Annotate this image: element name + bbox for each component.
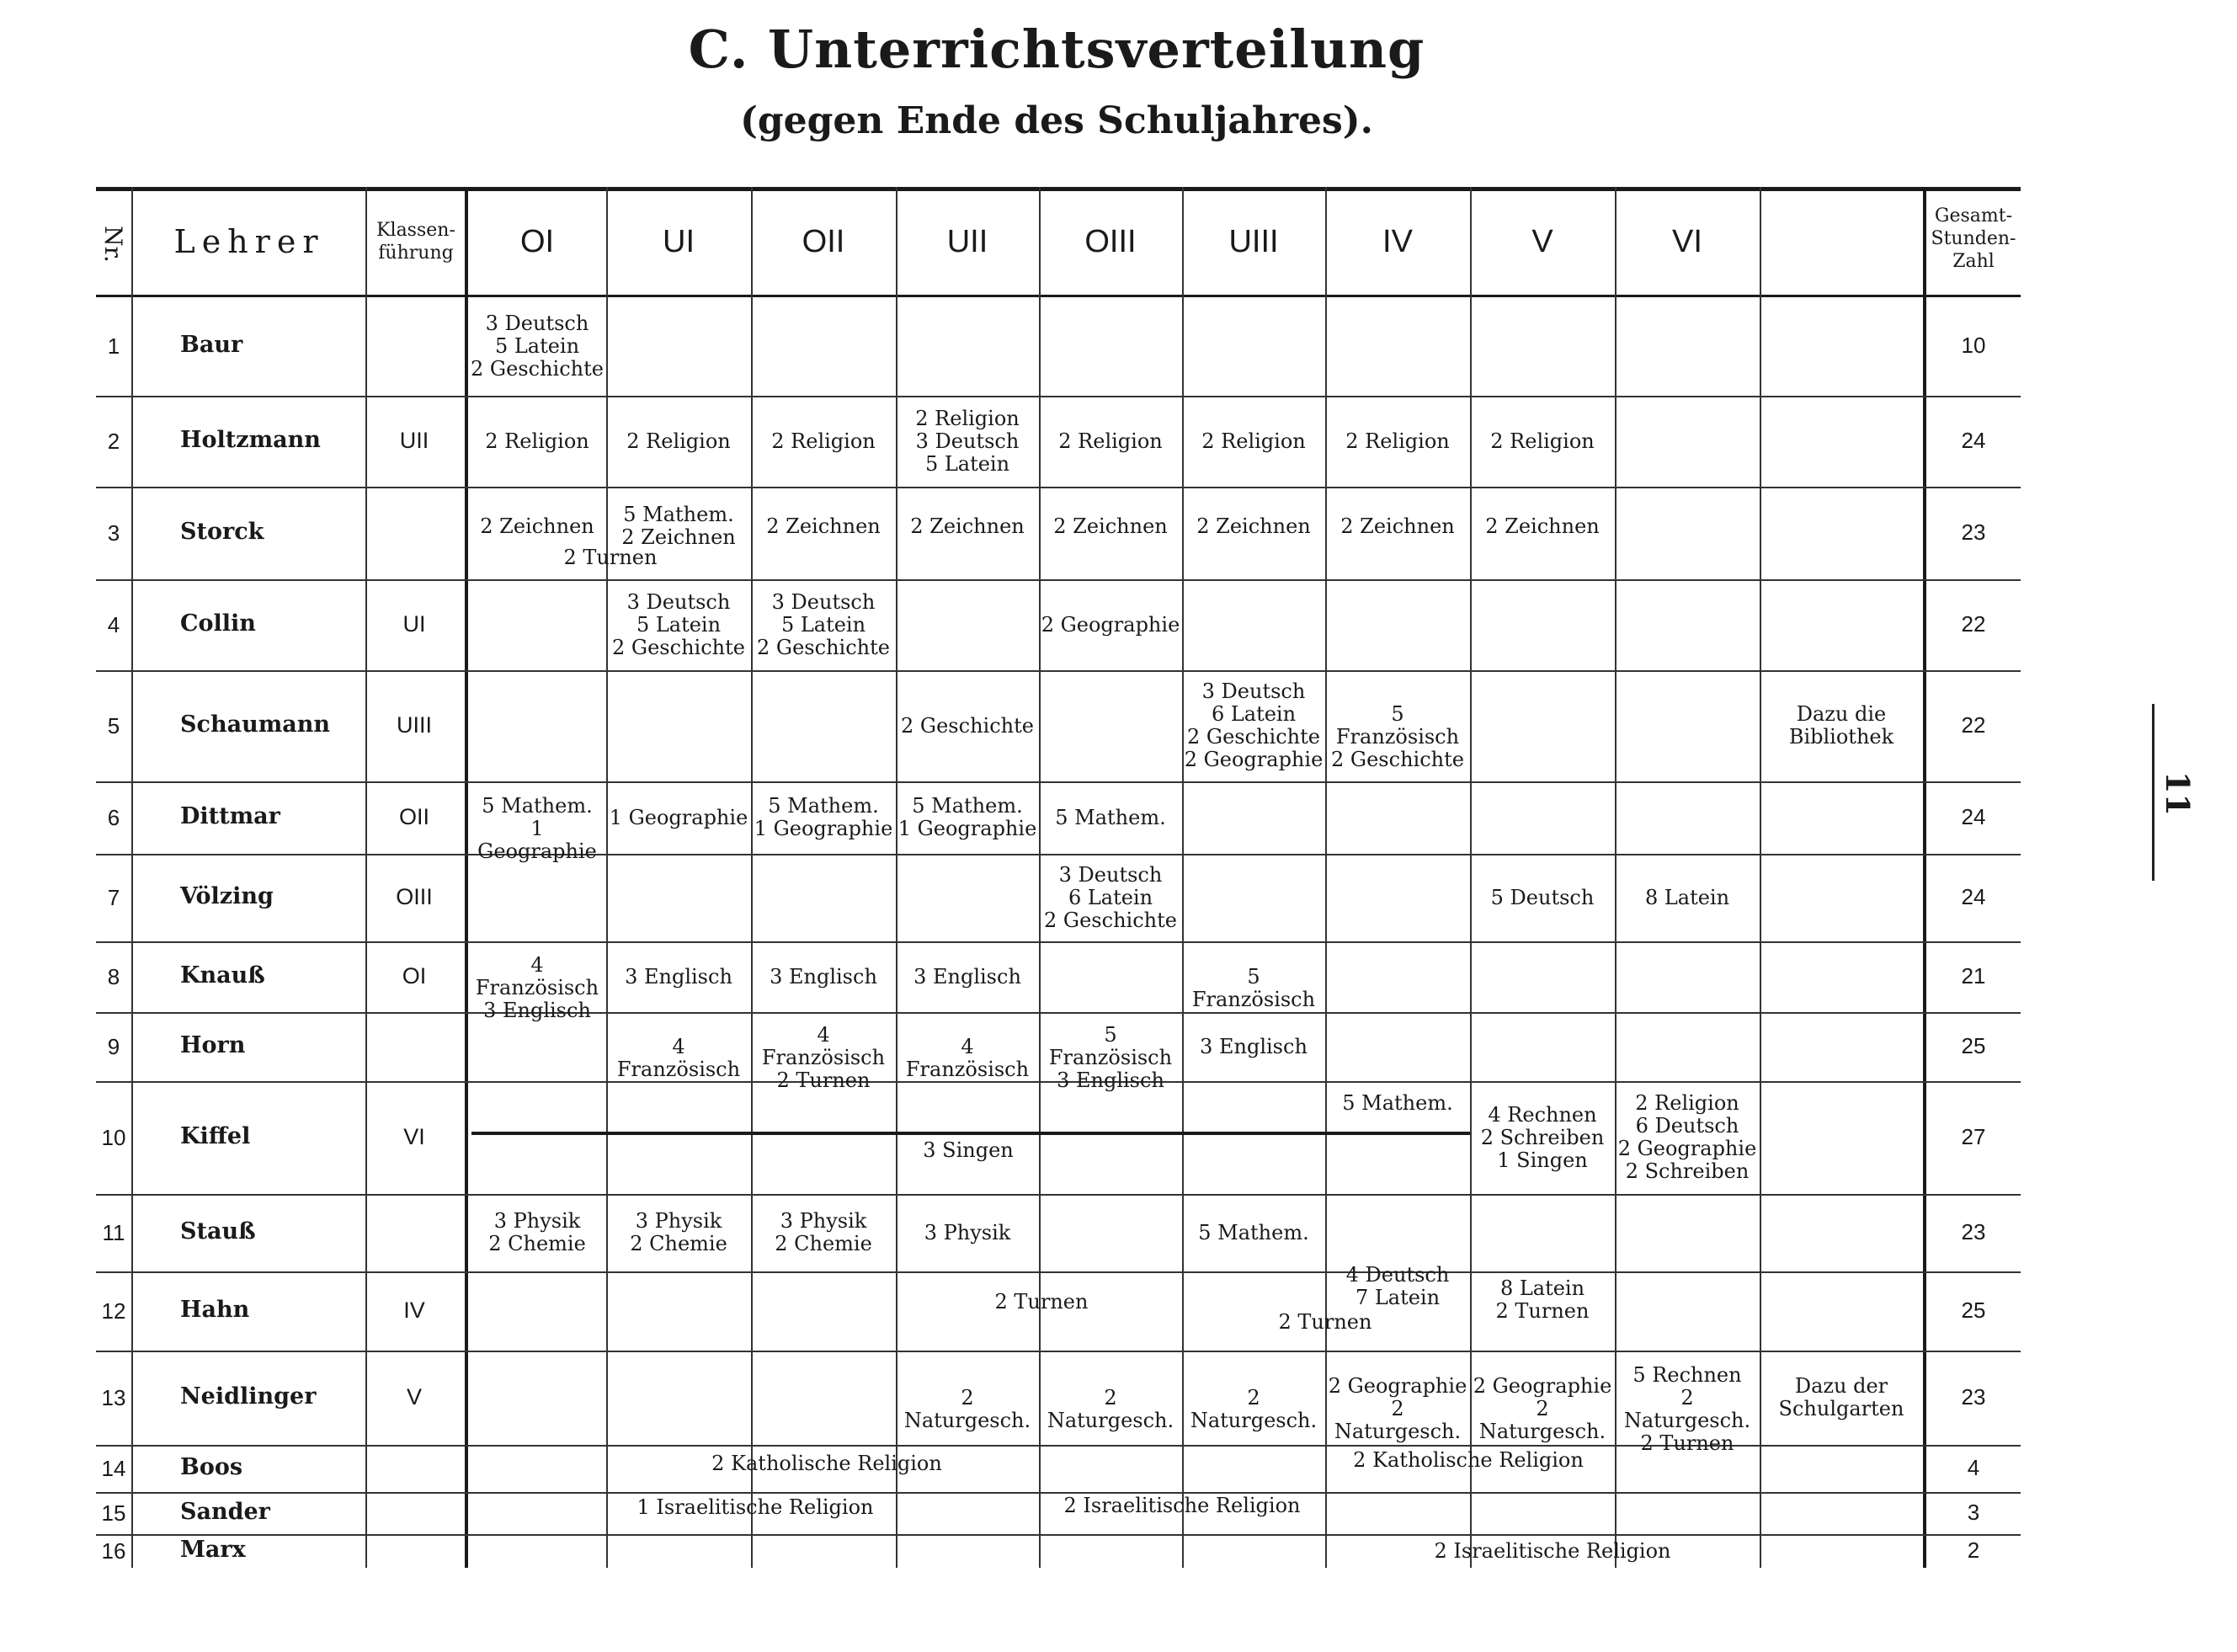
- row-number: 10: [101, 1125, 126, 1150]
- assignment-r5_extra: Dazu die Bibliothek: [1788, 702, 1894, 749]
- row-divider: [96, 1194, 2021, 1196]
- assignment-r3_IV: 2 Zeichnen: [1340, 514, 1455, 538]
- assignment-r3_UIII: 2 Zeichnen: [1196, 514, 1311, 538]
- row-number: 3: [107, 520, 120, 546]
- assignment-r3_span: 2 Turnen: [563, 545, 658, 569]
- assignment-r8_UII: 3 Englisch: [913, 964, 1021, 989]
- assignment-r11_OI: 3 Physik 2 Chemie: [488, 1209, 586, 1255]
- row-divider: [96, 1012, 2021, 1014]
- assignment-r2_UIII: 2 Religion: [1201, 429, 1306, 453]
- page-subtitle: (gegen Ende des Schuljahres).: [740, 99, 1373, 142]
- assignment-r10_V: 4 Rechnen 2 Schreiben 1 Singen: [1480, 1102, 1605, 1172]
- total-hours: 24: [1961, 804, 1986, 829]
- assignment-r16_span: 2 Israelitische Religion: [1434, 1538, 1671, 1563]
- assignment-r2_UII: 2 Religion 3 Deutsch 5 Latein: [915, 406, 1020, 476]
- klassenfuehrung-value: VI: [403, 1124, 425, 1149]
- teacher-name: Dittmar: [180, 803, 280, 829]
- total-hours: 2: [1967, 1537, 1980, 1563]
- total-hours: 22: [1961, 712, 1986, 738]
- assignment-r5_UIII: 3 Deutsch 6 Latein 2 Geschichte 2 Geographie: [1184, 679, 1324, 771]
- row-divider: [96, 1271, 2021, 1273]
- assignment-r9_OII: 4 Französisch 2 Turnen: [761, 1023, 886, 1092]
- row-divider: [96, 1351, 2021, 1352]
- header-teacher: Lehrer: [173, 223, 325, 260]
- teacher-name: Baur: [180, 332, 243, 358]
- total-hours: 23: [1961, 1384, 1986, 1410]
- header-klassenfuehrung: Klassen- führung: [376, 220, 455, 264]
- assignment-r7_OIII: 3 Deutsch 6 Latein 2 Geschichte: [1044, 862, 1177, 932]
- teacher-name: Stauß: [180, 1218, 256, 1244]
- column-divider: [1615, 187, 1616, 1568]
- klassenfuehrung-value: UII: [399, 428, 429, 453]
- assignment-r9_UI: 4 Französisch: [616, 1034, 741, 1081]
- header-total: Gesamt- Stunden- Zahl: [1931, 205, 2016, 272]
- teacher-name: Völzing: [180, 883, 274, 909]
- assignment-r14_span1: 2 Katholische Religion: [711, 1451, 942, 1475]
- teacher-name: Kiffel: [180, 1123, 251, 1149]
- assignment-r9_UII: 4 Französisch: [905, 1034, 1030, 1081]
- assignment-r2_OI: 2 Religion: [485, 429, 589, 453]
- row-number: 8: [107, 964, 120, 989]
- assignment-r3_V: 2 Zeichnen: [1485, 514, 1600, 538]
- assignment-r10_span: 3 Singen: [923, 1138, 1014, 1162]
- klassenfuehrung-value: IV: [403, 1298, 425, 1323]
- assignment-r12_IV: 4 Deutsch 7 Latein: [1345, 1263, 1450, 1309]
- assignment-r7_VI: 8 Latein: [1644, 885, 1730, 909]
- row-number: 14: [101, 1456, 126, 1481]
- assignment-r3_OIII: 2 Zeichnen: [1053, 514, 1168, 538]
- total-hours: 22: [1961, 611, 1986, 637]
- assignment-r13_VI: 5 Rechnen 2 Naturgesch. 2 Turnen: [1623, 1362, 1751, 1455]
- klassenfuehrung-value: OI: [402, 963, 427, 989]
- assignment-r9_UIII: 3 Englisch: [1200, 1034, 1308, 1058]
- assignment-r2_UI: 2 Religion: [626, 429, 731, 453]
- total-hours: 23: [1961, 520, 1986, 545]
- column-divider: [896, 187, 897, 1568]
- header-nr: Nr.: [99, 226, 128, 263]
- assignment-r7_V: 5 Deutsch: [1490, 885, 1595, 909]
- teacher-name: Neidlinger: [180, 1383, 317, 1410]
- row-divider: [96, 579, 2021, 581]
- row-number: 1: [107, 333, 120, 359]
- assignment-r8_OI: 4 Französisch 3 Englisch: [475, 953, 599, 1022]
- assignment-r12_span2: 2 Turnen: [1278, 1309, 1372, 1334]
- row-number: 15: [101, 1500, 126, 1526]
- assignment-r5_UII: 2 Geschichte: [901, 713, 1034, 738]
- assignment-r3_OI: 2 Zeichnen: [480, 514, 594, 538]
- row-divider: [96, 854, 2021, 855]
- row10-span-rule: [471, 1132, 1470, 1135]
- header-class-uiii: UIII: [1228, 223, 1279, 259]
- header-class-iv: IV: [1382, 223, 1413, 259]
- teacher-divider: [465, 187, 468, 1568]
- assignment-r1_OI: 3 Deutsch 5 Latein 2 Geschichte: [471, 311, 604, 381]
- klassenfuehrung-value: OII: [398, 804, 429, 829]
- assignment-r13_OIII: 2 Naturgesch.: [1047, 1385, 1174, 1432]
- klassenfuehrung-value: OIII: [396, 884, 433, 909]
- row-number: 6: [107, 805, 120, 830]
- total-hours: 3: [1967, 1500, 1980, 1525]
- assignment-r11_UI: 3 Physik 2 Chemie: [630, 1209, 727, 1255]
- assignment-r2_V: 2 Religion: [1490, 429, 1595, 453]
- page-number: 11: [2158, 771, 2197, 816]
- row-number: 12: [101, 1298, 126, 1324]
- assignment-r4_UI: 3 Deutsch 5 Latein 2 Geschichte: [612, 589, 745, 659]
- margin-rule: [2152, 704, 2154, 881]
- teacher-name: Collin: [180, 610, 256, 637]
- name-divider: [365, 187, 367, 1568]
- assignment-r13_extra: Dazu der Schulgarten: [1778, 1374, 1904, 1420]
- assignment-r15_span2: 2 Israelitische Religion: [1063, 1493, 1301, 1517]
- assignment-r6_OII: 5 Mathem. 1 Geographie: [754, 794, 893, 840]
- teacher-name: Schaumann: [180, 711, 331, 738]
- assignment-r5_IV: 5 Französisch 2 Geschichte: [1331, 702, 1464, 771]
- column-divider: [1325, 187, 1327, 1568]
- header-class-vi: VI: [1672, 223, 1702, 259]
- assignment-r13_UII: 2 Naturgesch.: [903, 1385, 1031, 1432]
- total-hours: 25: [1961, 1298, 1986, 1323]
- total-hours: 24: [1961, 428, 1986, 453]
- total-hours: 4: [1967, 1455, 1980, 1480]
- teacher-name: Hahn: [180, 1297, 250, 1323]
- total-hours: 25: [1961, 1033, 1986, 1058]
- row-divider: [96, 670, 2021, 672]
- header-class-uii: UII: [946, 223, 988, 259]
- assignment-r8_UIII: 5 Französisch: [1191, 964, 1316, 1011]
- column-divider: [606, 187, 608, 1568]
- total-divider: [1923, 187, 1926, 1568]
- header-class-oiii: OIII: [1084, 223, 1137, 259]
- row-number: 5: [107, 713, 120, 738]
- column-divider: [1182, 187, 1184, 1568]
- total-hours: 10: [1961, 333, 1986, 358]
- column-divider: [1760, 187, 1761, 1568]
- header-class-v: V: [1531, 223, 1553, 259]
- row-number: 13: [101, 1385, 126, 1410]
- assignment-r8_UI: 3 Englisch: [625, 964, 732, 989]
- header-class-oi: OI: [519, 223, 555, 259]
- klassenfuehrung-value: UI: [402, 611, 426, 637]
- row-number: 9: [107, 1034, 120, 1059]
- row-number: 16: [101, 1538, 126, 1564]
- assignment-r9_OIII: 5 Französisch 3 Englisch: [1048, 1023, 1173, 1092]
- assignment-r3_UI: 5 Mathem. 2 Zeichnen: [621, 503, 736, 549]
- assignment-r4_OII: 3 Deutsch 5 Latein 2 Geschichte: [757, 589, 890, 659]
- total-hours: 24: [1961, 884, 1986, 909]
- teacher-name: Horn: [180, 1032, 246, 1058]
- row-divider: [96, 1534, 2021, 1536]
- row-number: 11: [102, 1220, 125, 1245]
- header-class-ui: UI: [663, 223, 695, 259]
- assignment-r11_UIII: 5 Mathem.: [1198, 1220, 1309, 1244]
- header-class-oii: OII: [802, 223, 845, 259]
- assignment-r13_IV: 2 Geographie 2 Naturgesch.: [1328, 1374, 1467, 1443]
- assignment-r13_UIII: 2 Naturgesch.: [1190, 1385, 1318, 1432]
- assignment-r2_OII: 2 Religion: [771, 429, 876, 453]
- row-divider: [96, 941, 2021, 943]
- assignment-r3_UII: 2 Zeichnen: [910, 514, 1025, 538]
- column-divider: [1470, 187, 1472, 1568]
- assignment-r6_UI: 1 Geographie: [609, 805, 748, 829]
- assignment-r8_OII: 3 Englisch: [770, 964, 877, 989]
- teacher-name: Holtzmann: [180, 427, 321, 453]
- teacher-name: Storck: [180, 519, 264, 545]
- total-hours: 23: [1961, 1219, 1986, 1244]
- total-hours: 21: [1961, 963, 1986, 989]
- assignment-r10_IV: 5 Mathem.: [1342, 1090, 1453, 1115]
- row-divider: [96, 396, 2021, 397]
- row-divider: [96, 781, 2021, 783]
- klassenfuehrung-value: V: [406, 1384, 422, 1410]
- assignment-r11_OII: 3 Physik 2 Chemie: [775, 1209, 872, 1255]
- assignment-r6_OI: 5 Mathem. 1 Geographie: [477, 794, 597, 863]
- assignment-r12_V: 8 Latein 2 Turnen: [1495, 1276, 1590, 1323]
- teacher-name: Knauß: [180, 962, 265, 989]
- assignment-r10_VI: 2 Religion 6 Deutsch 2 Geographie 2 Schreiben: [1617, 1091, 1757, 1183]
- row-number: 2: [107, 429, 120, 454]
- assignment-r4_OIII: 2 Geographie: [1041, 612, 1180, 637]
- row-divider: [96, 487, 2021, 488]
- assignment-r3_OII: 2 Zeichnen: [766, 514, 881, 538]
- assignment-r2_IV: 2 Religion: [1345, 429, 1450, 453]
- row-number: 4: [107, 612, 120, 637]
- nr-divider: [131, 187, 133, 1568]
- teacher-name: Marx: [180, 1537, 246, 1563]
- assignment-r6_OIII: 5 Mathem.: [1055, 805, 1166, 829]
- assignment-r14_span2: 2 Katholische Religion: [1353, 1447, 1584, 1472]
- row-number: 7: [107, 885, 120, 910]
- assignment-r12_span1: 2 Turnen: [994, 1289, 1089, 1314]
- assignment-r6_UII: 5 Mathem. 1 Geographie: [897, 794, 1037, 840]
- klassenfuehrung-value: UIII: [396, 712, 432, 738]
- assignment-r2_OIII: 2 Religion: [1058, 429, 1163, 453]
- assignment-r13_V: 2 Geographie 2 Naturgesch.: [1473, 1374, 1612, 1443]
- assignment-r15_span1: 1 Israelitische Religion: [636, 1495, 874, 1519]
- page-title: C. Unterrichtsverteilung: [688, 19, 1425, 80]
- column-divider: [751, 187, 753, 1568]
- teacher-name: Boos: [180, 1454, 243, 1480]
- teacher-name: Sander: [180, 1499, 270, 1525]
- assignment-r11_UII: 3 Physik: [924, 1220, 1011, 1244]
- total-hours: 27: [1961, 1124, 1986, 1149]
